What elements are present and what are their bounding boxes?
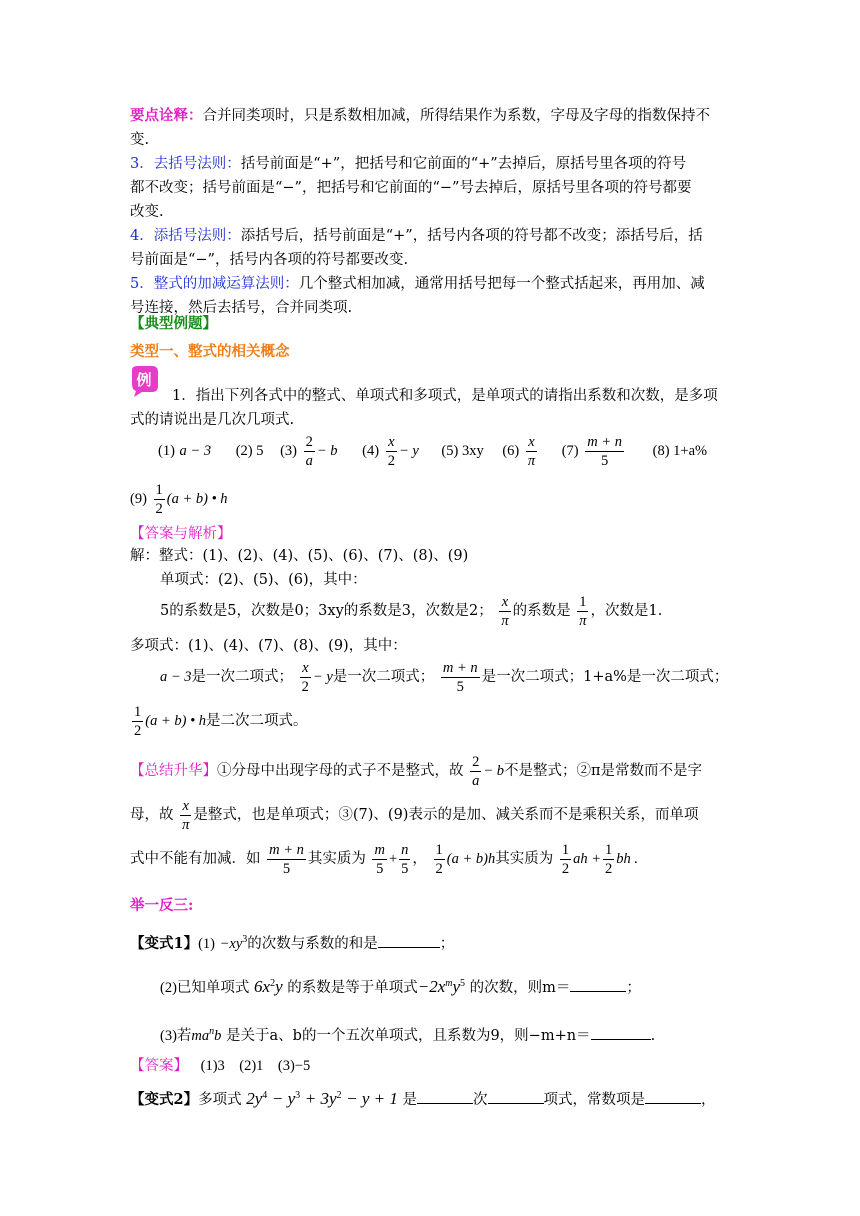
variant-1-text-6: 是关于a、b的一个五次单项式，且系数为9，则−m+n＝ (226, 1027, 591, 1044)
summary-fraction-5-den: 5 (401, 860, 409, 877)
summary-fraction-3-den: 5 (282, 860, 291, 877)
variant-2-term-3-exp: 2 (336, 1090, 342, 1101)
solution-fraction-1-num: x (499, 593, 510, 612)
variant-2-blank-3[interactable] (645, 1103, 701, 1104)
variant-1-expr-2-exp: 2 (270, 978, 276, 989)
solution-line-1 (130, 546, 468, 566)
solution-expr-6a: (a + b) • h (145, 713, 207, 729)
variant-1-line-3 (160, 1022, 655, 1046)
solution-line-4 (130, 636, 407, 656)
solution-text-5d: 是一次二项式； (332, 669, 435, 685)
variant-1-text-4: 的次数，则m＝ (469, 979, 571, 996)
rule-3-text-2: 都不改变；括号前面是“−”，把括号和它前面的“−”号去掉后，原括号里各项的符号都要 (130, 180, 692, 196)
item-3-numerator: 2 (305, 433, 313, 450)
practice-heading: 举一反三: (130, 897, 194, 914)
solution-fraction-4 (441, 659, 480, 696)
solution-text-3b: 的系数是 (512, 603, 571, 619)
summary-fraction-1-den: a (472, 772, 480, 789)
answer-1-line (130, 1056, 310, 1076)
variant-2-text-2: 是 (402, 1091, 417, 1108)
variant-1-expr-3b-exp: 5 (460, 978, 466, 989)
item-9-row (130, 480, 228, 518)
rule-5-line-1 (130, 274, 705, 294)
item-3-denominator: a (305, 452, 313, 469)
variant-2-term-1-exp: 4 (262, 1090, 268, 1101)
type-heading: 类型一、整式的相关概念 (130, 343, 290, 360)
variant-2-text-1: 多项式 (198, 1091, 242, 1108)
solution-fraction-5-den: 2 (134, 722, 142, 739)
key-points-line-1 (130, 106, 710, 126)
variant-1-label: 【变式1】 (130, 934, 199, 952)
variant-2-blank-2[interactable] (488, 1103, 544, 1104)
example-badge-text: 例 (136, 371, 152, 389)
item-1-expr: a − 3 (179, 443, 212, 459)
item-3-fraction (304, 433, 315, 470)
item-6-label: (6) (502, 443, 520, 459)
variant-1-text-5: (3)若 (160, 1027, 192, 1044)
variant-1-expr-4: ma (191, 1027, 210, 1044)
item-8: (8) 1+a% (652, 443, 708, 459)
variant-2-term-4: − y + 1 (346, 1088, 398, 1108)
rule-5-text-2: 号连接，然后去括号，合并同类项. (130, 300, 353, 316)
summary-fraction-4-den: 5 (376, 860, 384, 877)
variant-1-expr-2b: y (275, 976, 283, 996)
summary-fraction-3 (267, 841, 306, 878)
variant-1-expr-3b: y (452, 976, 461, 996)
solution-fraction-5 (132, 703, 143, 740)
item-9-denominator: 2 (155, 500, 163, 517)
item-3-rest: − b (316, 443, 338, 459)
summary-expr-2: (a + b)h (446, 851, 496, 867)
solution-expr-5a: a − 3 (160, 669, 192, 685)
solution-text-1: 解：整式：(1)、(2)、(4)、(5)、(6)、(7)、(8)、(9) (130, 548, 469, 564)
rule-3-label: 3．去括号法则： (130, 156, 241, 172)
solution-fraction-2 (577, 593, 588, 630)
item-6-fraction (526, 433, 537, 470)
item-5: (5) 3xy (441, 443, 484, 459)
example-badge-icon (128, 364, 160, 398)
question-1-text: 1．指出下列各式中的整式、单项式和多项式，是单项式的请指出系数和次数，是多项 (172, 388, 718, 404)
summary-fraction-7-num: 1 (561, 841, 570, 858)
item-7-fraction (585, 433, 624, 470)
summary-text-5: 式中不能有加减．如 (130, 851, 261, 867)
variant-2-comma: ， (701, 1091, 716, 1108)
variant-1-text-2: (2)已知单项式 (160, 979, 250, 996)
item-7-label: (7) (561, 443, 579, 459)
summary-fraction-8 (603, 841, 614, 878)
solution-fraction-4-den: 5 (456, 678, 464, 695)
variant-1-blank-1[interactable] (378, 947, 440, 948)
item-9-label: (9) (130, 491, 147, 507)
answer-heading: 【答案与解析】 (130, 526, 232, 542)
variant-1-text-1: 的次数与系数的和是 (247, 935, 378, 952)
item-3-label: (3) (280, 443, 298, 459)
rule-5-text: 几个整式相加减，通常用括号把每一个整式括起来，再用加、减 (298, 276, 705, 292)
variant-1-semicolon-2: ； (626, 979, 641, 996)
answer-1-label: 【答案】 (130, 1058, 188, 1074)
rule-3-line-3 (130, 202, 164, 222)
variant-1-part-1-label: (1) (198, 935, 216, 952)
variant-1-blank-2[interactable] (570, 991, 626, 992)
solution-fraction-3 (300, 659, 311, 696)
key-points-line-2 (130, 130, 149, 150)
summary-text-4: 是整式，也是单项式；③(7)、(9)表示的是加、减关系而不是乘积关系，而单项 (193, 807, 699, 823)
summary-text-7: 其实质为 (495, 851, 554, 867)
summary-text-2: 不是整式；②π是常数而不是字 (504, 763, 703, 779)
solution-line-5 (160, 658, 728, 696)
solution-text-3a: 5的系数是5，次数是0；3xy的系数是3，次数是2； (160, 603, 493, 619)
item-9-rest: (a + b) • h (166, 491, 228, 507)
rule-4-text-2: 号前面是“−”，括号内各项的符号都要改变. (130, 252, 409, 268)
summary-expr-4: bh . (616, 851, 638, 867)
item-4-rest: − y (398, 443, 419, 459)
variant-2-term-3: + 3y (304, 1088, 337, 1108)
variant-2-text-3: 次 (473, 1091, 488, 1108)
item-6-denominator: π (527, 452, 536, 469)
variant-1-semicolon-1: ； (439, 935, 455, 952)
solution-fraction-2-num: 1 (577, 593, 588, 612)
items-row (158, 432, 707, 470)
item-4-denominator: 2 (387, 452, 395, 469)
solution-text-5e: 是一次二项式；1+a%是一次二项式； (481, 669, 729, 685)
variant-1-line-2 (160, 974, 641, 998)
answer-1-text: (1)3 (2)1 (3)−5 (200, 1058, 311, 1074)
summary-fraction-7 (560, 841, 571, 878)
rule-3-line-1 (130, 154, 686, 174)
key-points-label: 要点诠释： (130, 107, 203, 124)
solution-text-4: 多项式：(1)、(4)、(7)、(8)、(9)，其中： (130, 638, 407, 654)
item-7-denominator: 5 (601, 452, 609, 469)
variant-1-period: . (650, 1027, 656, 1044)
rule-4-text: 添括号后，括号前面是“+”，括号内各项的符号都不改变；添括号后，括 (240, 228, 703, 244)
summary-fraction-4-num: m (374, 841, 385, 858)
solution-fraction-3-den: 2 (301, 678, 309, 695)
solution-line-6 (130, 702, 308, 740)
item-1-label: (1) (158, 443, 175, 459)
summary-line-1 (130, 752, 702, 790)
rule-5-label: 5．整式的加减运算法则： (130, 276, 299, 292)
summary-fraction-1 (470, 753, 481, 790)
variant-1-expr-4b: b (214, 1027, 222, 1044)
solution-text-2: 单项式：(2)、(5)、(6)，其中： (160, 572, 367, 588)
solution-line-3 (160, 592, 662, 630)
item-4-fraction (386, 433, 397, 470)
solution-fraction-4-num: m + n (442, 659, 478, 676)
solution-expr-5c: − y (312, 669, 333, 685)
key-points-text: 合并同类项时，只是系数相加减，所得结果作为系数，字母及字母的指数保持不 (202, 108, 710, 124)
variant-2-term-2-exp: 3 (295, 1090, 301, 1101)
solution-fraction-5-num: 1 (134, 703, 142, 720)
variant-2-text-4: 项式，常数项是 (543, 1091, 645, 1108)
rule-3-text-3: 改变. (130, 204, 164, 220)
summary-line-2 (130, 796, 698, 834)
summary-fraction-8-den: 2 (605, 860, 613, 877)
rule-4-label: 4．添括号法则： (130, 228, 241, 244)
variant-2-label: 【变式2】 (130, 1090, 199, 1108)
variant-1-line-1 (130, 930, 454, 954)
variant-2-term-1: 2y (246, 1088, 263, 1108)
variant-1-expr-3-exp: m (445, 978, 453, 989)
question-1-line-1 (172, 386, 718, 406)
summary-fraction-1-num: 2 (472, 753, 480, 770)
item-4-numerator: x (386, 433, 397, 452)
rule-4-line-2 (130, 250, 408, 270)
rule-4-line-1 (130, 226, 703, 246)
variant-1-expr-1-exp: 3 (242, 934, 248, 945)
solution-line-2 (160, 570, 367, 590)
rule-3-text: 括号前面是“+”，把括号和它前面的“+”去掉后，原括号里各项的符号 (240, 156, 687, 172)
variant-1-expr-1: −xy (219, 935, 243, 952)
summary-fraction-3-num: m + n (269, 841, 304, 858)
variant-1-expr-2: 6x (254, 976, 271, 996)
solution-text-6b: 是二次二项式。 (206, 713, 308, 729)
solution-fraction-1-den: π (501, 612, 509, 629)
variant-2-line-1 (130, 1086, 716, 1110)
solution-fraction-1 (499, 593, 510, 630)
item-7-numerator: m + n (587, 433, 623, 450)
key-points-text-cont: 变. (130, 132, 150, 148)
solution-fraction-2-den: π (579, 612, 587, 629)
summary-comma: ， (412, 851, 427, 867)
summary-expr-3: ah + (573, 851, 601, 867)
summary-line-3 (130, 840, 638, 878)
rule-3-line-2 (130, 178, 691, 198)
variant-1-expr-4-exp: n (209, 1026, 215, 1037)
summary-text-1: ①分母中出现字母的式子不是整式，故 (217, 763, 464, 779)
item-9-fraction (154, 481, 165, 518)
summary-fraction-5 (399, 841, 410, 878)
variant-2-blank-1[interactable] (417, 1103, 473, 1104)
variant-1-expr-3: −2x (417, 976, 446, 996)
summary-fraction-8-num: 1 (605, 841, 613, 858)
variant-1-text-3: 的系数是等于单项式 (287, 979, 418, 996)
summary-fraction-2 (180, 797, 191, 834)
item-6-numerator: x (526, 433, 537, 452)
summary-expr-1: − b (483, 763, 505, 779)
item-9-numerator: 1 (155, 481, 163, 498)
summary-label: 【总结升华】 (130, 763, 217, 779)
summary-fraction-6-num: 1 (435, 841, 443, 858)
solution-text-3c: ，次数是1. (590, 603, 663, 619)
summary-fraction-5-num: n (401, 841, 409, 858)
summary-text-6: 其实质为 (307, 851, 366, 867)
section-heading: 【典型例题】 (130, 315, 217, 332)
summary-text-3: 母，故 (130, 807, 174, 823)
summary-fraction-2-den: π (182, 816, 190, 833)
summary-fraction-4 (372, 841, 386, 878)
solution-text-5b: 是一次二项式； (191, 669, 294, 685)
question-1-text-2: 式的请说出是几次几项式. (130, 412, 295, 428)
summary-fraction-6 (434, 841, 445, 878)
variant-2-term-2: − y (271, 1088, 296, 1108)
solution-fraction-3-num: x (300, 659, 311, 678)
item-4-label: (4) (362, 443, 380, 459)
question-1-line-2 (130, 410, 294, 430)
summary-fraction-6-den: 2 (435, 860, 443, 877)
summary-fraction-2-num: x (180, 797, 191, 816)
variant-1-blank-3[interactable] (591, 1039, 651, 1040)
summary-fraction-7-den: 2 (561, 860, 570, 877)
item-2: (2) 5 (235, 443, 264, 459)
summary-plus: + (388, 851, 398, 867)
